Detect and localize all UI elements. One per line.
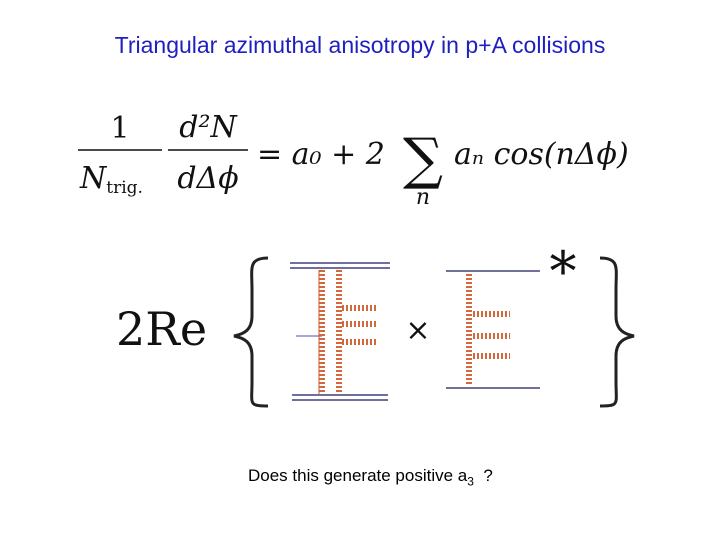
times-symbol: × — [405, 313, 431, 348]
interference-diagram — [116, 240, 634, 406]
denominator-d-delta-phi: dΔϕ — [177, 161, 239, 196]
left-brace — [234, 258, 268, 406]
sum-index: n — [415, 185, 431, 210]
azimuthal-formula — [78, 110, 629, 210]
slide-title: Triangular azimuthal anisotropy in p+A collisions — [114, 32, 606, 58]
conjugate-star: * — [549, 240, 577, 303]
denominator-n-trig: Ntrig. — [80, 161, 143, 198]
equals-a0-plus-2: = a₀ + 2 — [257, 137, 385, 172]
left-gluon-lines — [319, 270, 376, 394]
right-gluon-lines — [469, 274, 510, 386]
sum-symbol: ∑ — [403, 127, 443, 192]
summand: aₙ cos(nΔϕ) — [454, 137, 629, 172]
numerator-one: 1 — [110, 111, 130, 146]
right-diagram-lines — [446, 271, 540, 388]
two-re-prefix: 2Re — [116, 302, 208, 356]
right-brace — [600, 258, 634, 406]
question-text: Does this generate positive $a_3$ ? — [248, 466, 493, 489]
numerator-d2n: d²N — [179, 110, 237, 145]
